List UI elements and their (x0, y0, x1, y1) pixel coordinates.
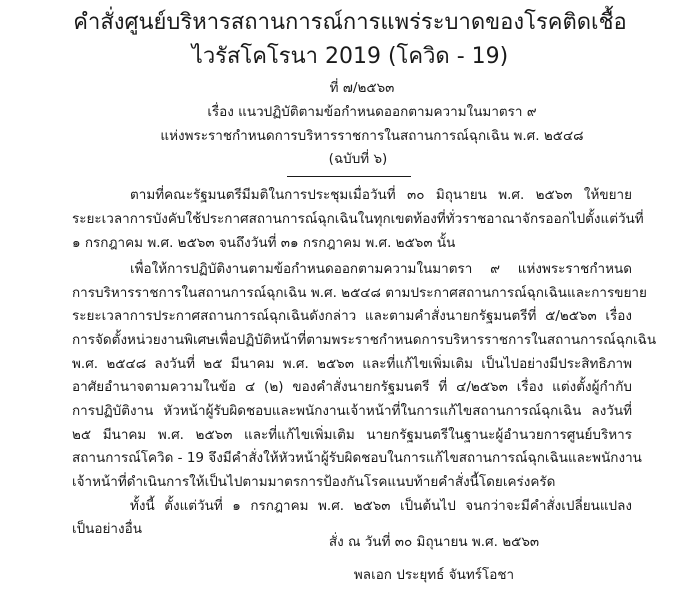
paragraph-2-line-9: สถานการณ์โควิด - 19 จึงมีคำสั่งให้หัวหน้าผู้รับผิดชอบในการแก้ไขสถานการณ์ฉุกเฉินและพนักงาน (72, 450, 642, 466)
paragraph-2-line-3: ระยะเวลาการประกาศสถานการณ์ฉุกเฉินดังกล่าว และตามคำสั่งนายกรัฐมนตรีที่ ๕/๒๕๖๓ เรื่อง (72, 308, 632, 324)
subject-line-2: แห่งพระราชกำหนดการบริหารราชการในสถานการณ์ฉุกเฉิน พ.ศ. ๒๕๔๘ (160, 128, 584, 144)
paragraph-2-line-8: ๒๕ มีนาคม พ.ศ. ๒๕๖๓ และที่แก้ไขเพิ่มเติม นายกรัฐมนตรีในฐานะผู้อำนวยการศูนย์บริหาร (72, 427, 632, 443)
subject-line-1: เรื่อง แนวปฏิบัติตามข้อกำหนดออกตามความในมาตรา ๙ (207, 104, 537, 120)
paragraph-3-line-1: ทั้งนี้ ตั้งแต่วันที่ ๑ กรกฎาคม พ.ศ. ๒๕๖๓ เป็นต้นไป จนกว่าจะมีคำสั่งเปลี่ยนแปลง (130, 498, 632, 514)
paragraph-1-line-2: ระยะเวลาการบังคับใช้ประกาศสถานการณ์ฉุกเฉินในทุกเขตท้องที่ทั่วราชอาณาจักรออกไปตั้งแต่วันที่ (72, 211, 644, 227)
paragraph-2-line-1: เพื่อให้การปฏิบัติงานตามข้อกำหนดออกตามความในมาตรา ๙ แห่งพระราชกำหนด (130, 261, 632, 277)
divider-line (287, 176, 411, 177)
paragraph-1-line-1: ตามที่คณะรัฐมนตรีมีมติในการประชุมเมื่อวันที่ ๓๐ มิถุนายน พ.ศ. ๒๕๖๓ ให้ขยาย (130, 187, 632, 203)
issue-number: (ฉบับที่ ๖) (328, 151, 388, 167)
paragraph-2-line-4: การจัดตั้งหน่วยงานพิเศษเพื่อปฏิบัติหน้าที่ตามพระราชกำหนดการบริหารราชการในสถานการณ์ฉุกเฉิน (72, 332, 657, 348)
order-number: ที่ ๗/๒๕๖๓ (329, 80, 395, 96)
signer-name: พลเอก ประยุทธ์ จันทร์โอชา (353, 567, 515, 583)
issue-date: สั่ง ณ วันที่ ๓๐ มิถุนายน พ.ศ. ๒๕๖๓ (328, 534, 540, 550)
paragraph-2-line-6: อาศัยอำนาจตามความในข้อ ๔ (๒) ของคำสั่งนายกรัฐมนตรี ที่ ๔/๒๕๖๓ เรื่อง แต่งตั้งผู้กำกับ (72, 379, 632, 395)
paragraph-3-line-2: เป็นอย่างอื่น (72, 521, 142, 537)
paragraph-2-line-10: เจ้าหน้าที่ดำเนินการให้เป็นไปตามมาตรการป้องกันโรคแนบท้ายคำสั่งนี้โดยเคร่งครัด (72, 474, 556, 490)
document-title-line-1: คำสั่งศูนย์บริหารสถานการณ์การแพร่ระบาดของโรคติดเชื้อ (73, 10, 627, 35)
paragraph-2-line-7: การปฏิบัติงาน หัวหน้าผู้รับผิดชอบและพนักงานเจ้าหน้าที่ในการแก้ไขสถานการณ์ฉุกเฉิน ลงวันที่ (72, 403, 632, 419)
paragraph-2-line-5: พ.ศ. ๒๕๔๘ ลงวันที่ ๒๕ มีนาคม พ.ศ. ๒๕๖๓ และที่แก้ไขเพิ่มเติม เป็นไปอย่างมีประสิทธิภาพ (72, 356, 632, 372)
paragraph-2-line-2: การบริหารราชการในสถานการณ์ฉุกเฉิน พ.ศ. ๒๕๔๘ ตามประกาศสถานการณ์ฉุกเฉินและการขยาย (72, 285, 647, 301)
paragraph-1-line-3: ๑ กรกฎาคม พ.ศ. ๒๕๖๓ จนถึงวันที่ ๓๑ กรกฎาคม พ.ศ. ๒๕๖๓ นั้น (72, 235, 456, 251)
document-title-line-2: ไวรัสโคโรนา 2019 (โควิด - 19) (191, 44, 509, 69)
